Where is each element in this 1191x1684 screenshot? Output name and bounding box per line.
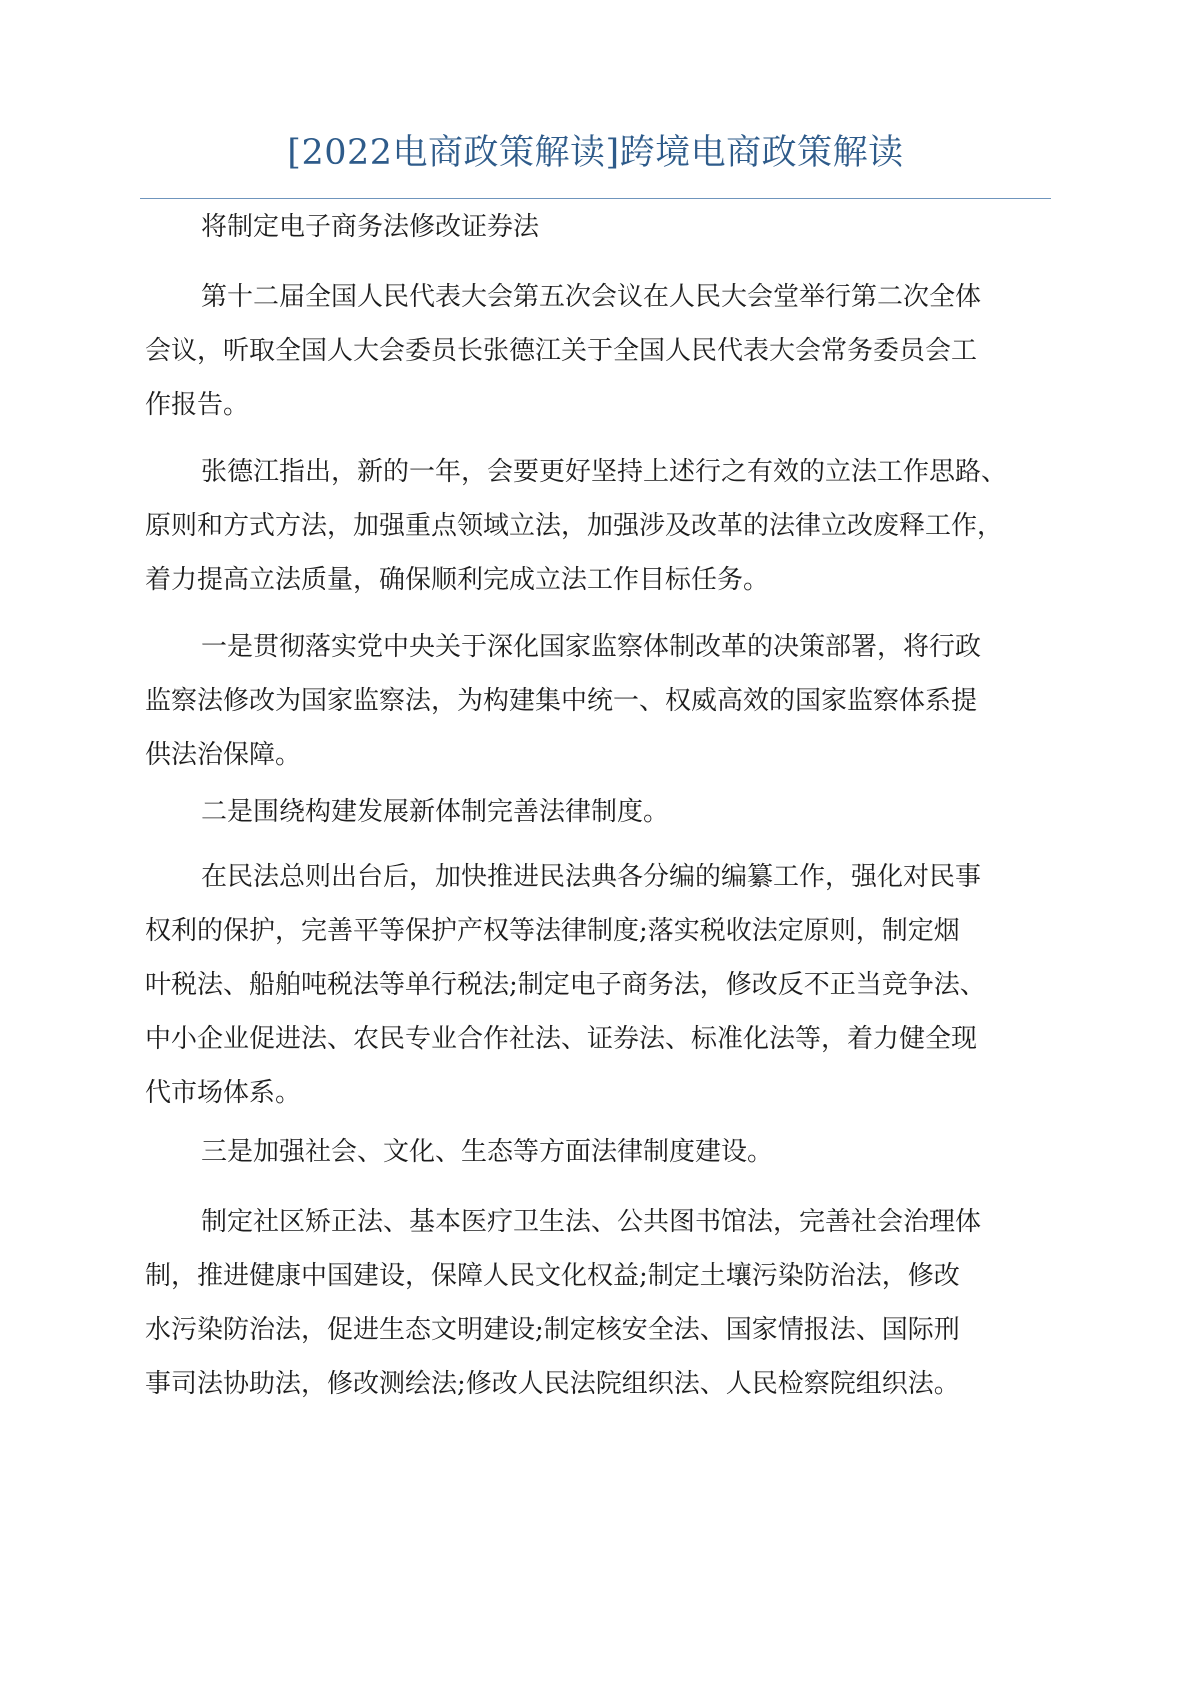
paragraph-line: 作报告。 — [145, 390, 250, 420]
paragraph-line: 中小企业促进法、农民专业合作社法、证券法、标准化法等，着力健全现 — [145, 1024, 978, 1054]
paragraph-line: 将制定电子商务法修改证券法 — [201, 212, 540, 242]
title-divider — [140, 198, 1051, 199]
paragraph-line: 制定社区矫正法、基本医疗卫生法、公共图书馆法，完善社会治理体 — [201, 1207, 982, 1237]
paragraph-line: 张德江指出，新的一年，会要更好坚持上述行之有效的立法工作思路、 — [201, 457, 1008, 487]
document-title: [2022电商政策解读]跨境电商政策解读 — [287, 133, 904, 173]
paragraph-line: 供法治保障。 — [145, 740, 302, 770]
paragraph-2 — [145, 270, 1065, 432]
paragraph-line: 三是加强社会、文化、生态等方面法律制度建设。 — [201, 1137, 774, 1167]
paragraph-line: 第十二届全国人民代表大会第五次会议在人民大会堂举行第二次全体 — [201, 282, 982, 312]
paragraph-line: 在民法总则出台后，加快推进民法典各分编的编纂工作，强化对民事 — [201, 862, 982, 892]
paragraph-line: 原则和方式方法，加强重点领域立法，加强涉及改革的法律立改废释工作， — [145, 511, 1004, 541]
paragraph-6 — [145, 850, 1065, 1120]
paragraph-4 — [145, 620, 1065, 782]
paragraph-1 — [145, 200, 1065, 254]
paragraph-3 — [145, 445, 1065, 607]
paragraph-line: 水污染防治法，促进生态文明建设;制定核安全法、国家情报法、国际刑 — [145, 1315, 960, 1345]
paragraph-7 — [145, 1125, 1065, 1179]
paragraph-line: 权利的保护，完善平等保护产权等法律制度;落实税收法定原则，制定烟 — [145, 916, 960, 946]
paragraph-line: 着力提高立法质量，确保顺利完成立法工作目标任务。 — [145, 565, 770, 595]
paragraph-line: 事司法协助法，修改测绘法;修改人民法院组织法、人民检察院组织法。 — [145, 1369, 960, 1399]
paragraph-line: 代市场体系。 — [145, 1078, 302, 1108]
paragraph-8 — [145, 1195, 1065, 1411]
paragraph-line: 制，推进健康中国建设，保障人民文化权益;制定土壤污染防治法，修改 — [145, 1261, 960, 1291]
paragraph-line: 二是围绕构建发展新体制完善法律制度。 — [201, 797, 670, 827]
paragraph-line: 会议，听取全国人大会委员长张德江关于全国人民代表大会常务委员会工 — [145, 336, 978, 366]
paragraph-5 — [145, 785, 1065, 839]
paragraph-line: 监察法修改为国家监察法，为构建集中统一、权威高效的国家监察体系提 — [145, 686, 978, 716]
paragraph-line: 叶税法、船舶吨税法等单行税法;制定电子商务法，修改反不正当竞争法、 — [145, 970, 986, 1000]
paragraph-line: 一是贯彻落实党中央关于深化国家监察体制改革的决策部署，将行政 — [201, 632, 982, 662]
